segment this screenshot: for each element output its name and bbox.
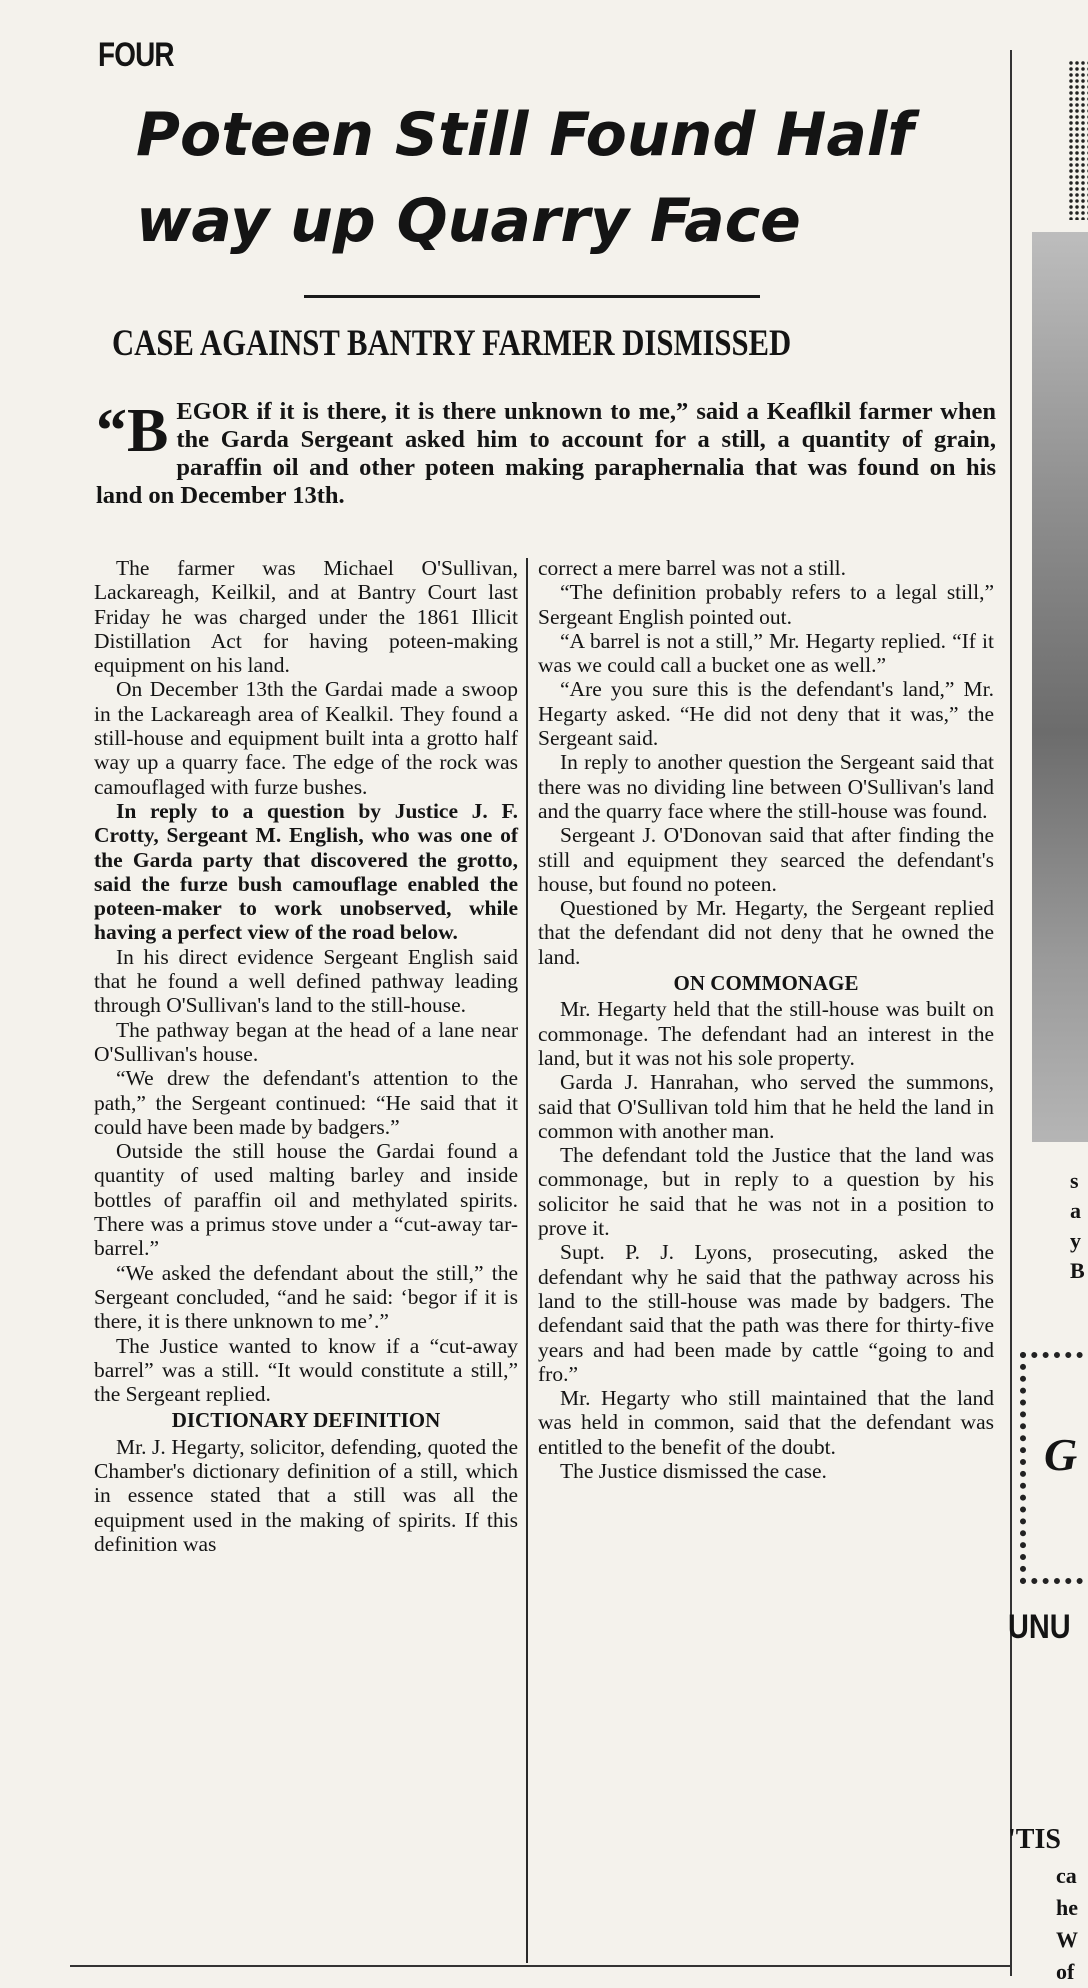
column-left bbox=[94, 556, 518, 1556]
subhead: CASE AGAINST BANTRY FARMER DISMISSED bbox=[112, 323, 792, 364]
paragraph: On December 13th the Gardai made a swoop in the Lackareagh area of Kealkil. They found a still-house and equipment built inta a grotto half way up a quarry face. The edge of the rock was camouflaged with furze bushes. bbox=[94, 677, 518, 799]
paragraph: Mr. J. Hegarty, solicitor, defending, quoted the Chamber's dictionary definition of a still, which in essence stated that a still was all the equipment used in the making of spirits. If this definition was bbox=[94, 1434, 518, 1556]
fragment-line: a bbox=[1070, 1198, 1081, 1223]
paragraph: In reply to another question the Sergeant said that there was no dividing line between O'Sullivan's land and the quarry face where the still-house was found. bbox=[538, 750, 994, 823]
cross-heading: ON COMMONAGE bbox=[673, 971, 859, 996]
column-divider bbox=[526, 558, 528, 1963]
column-right bbox=[538, 556, 994, 1483]
paragraph: Mr. Hegarty who still maintained that the land was held in common, said that the defendant was entitled to the benefit of the doubt. bbox=[538, 1386, 994, 1459]
paragraph: Mr. Hegarty held that the still-house was built on commonage. The defendant had an interest in the land, but it was not his sole property. bbox=[538, 997, 994, 1070]
headline: Poteen Still Found Half way up Quarry Face bbox=[136, 100, 914, 256]
neighbor-caption-fragment bbox=[1070, 1166, 1085, 1286]
paragraph: Questioned by Mr. Hegarty, the Sergeant replied that the defendant did not deny that he owned the land. bbox=[538, 896, 994, 969]
paragraph: The pathway began at the head of a lane near O'Sullivan's house. bbox=[94, 1017, 518, 1066]
lead-text: EGOR if it is there, it is there unknown to me,” said a Keaflkil farmer when the Garda Sergeant asked him to account for a still, a quantity of grain, paraffin oil and other poteen making paraphernalia that was found on his land on December 13th. bbox=[96, 398, 996, 509]
paragraph: The Justice wanted to know if a “cut-away barrel” was a still. “It would constitute a still,” the Sergeant replied. bbox=[94, 1333, 518, 1407]
neighbor-heading-fragment: UNU bbox=[1008, 1608, 1071, 1646]
fragment-line: ca bbox=[1056, 1863, 1077, 1888]
paragraph: Supt. P. J. Lyons, prosecuting, asked the defendant why he said that the pathway across his land to the still-house was made by badgers. The defendant said that the path was there for thirty-five years and had been made by cattle “going to and fro.” bbox=[538, 1240, 994, 1386]
paragraph: In reply to a question by Justice J. F. Crotty, Sergeant M. English, who was one of the Garda party that discovered the grotto, said the furze bush camouflage enabled the poteen-maker to work unobserved, while having a perfect view of the road below. bbox=[94, 798, 518, 945]
paragraph: In his direct evidence Sergeant English said that he found a well defined pathway leading through O'Sullivan's land to the still-house. bbox=[94, 944, 518, 1018]
lead-paragraph bbox=[96, 398, 996, 510]
neighbor-text-fragment bbox=[1056, 1860, 1078, 1988]
neighbor-dot-border bbox=[1068, 60, 1088, 220]
neighbor-photo bbox=[1032, 232, 1088, 1142]
fragment-line: W bbox=[1056, 1927, 1078, 1952]
page-label: FOUR bbox=[98, 36, 174, 74]
neighbor-tis-fragment: 'TIS bbox=[1008, 1824, 1061, 1855]
paragraph: The Justice dismissed the case. bbox=[560, 1458, 827, 1483]
page-edge-rule bbox=[1010, 50, 1012, 1976]
paragraph: The defendant told the Justice that the land was commonage, but in reply to a question by his solicitor he said that he was not in a position to prove it. bbox=[538, 1143, 994, 1241]
paragraph: Garda J. Hanrahan, who served the summons, said that O'Sullivan told him that he held the land in common with another man. bbox=[538, 1070, 994, 1143]
fragment-line: B bbox=[1070, 1258, 1085, 1283]
paragraph: “Are you sure this is the defendant's land,” Mr. Hegarty asked. “He did not deny that it was,” the Sergeant said. bbox=[538, 677, 994, 751]
cross-heading: DICTIONARY DEFINITION bbox=[171, 1408, 441, 1433]
paragraph: correct a mere barrel was not a still. bbox=[538, 556, 847, 580]
paragraph: “We asked the defendant about the still,” the Sergeant concluded, “and he said: ‘begor if it is there, it is there unknown to me’.” bbox=[94, 1260, 518, 1334]
fragment-line: he bbox=[1056, 1895, 1078, 1920]
paragraph: Sergeant J. O'Donovan said that after finding the still and equipment they searced the defendant's house, but found no poteen. bbox=[538, 823, 994, 896]
fragment-line: s bbox=[1070, 1168, 1079, 1193]
paragraph: “The definition probably refers to a legal still,” Sergeant English pointed out. bbox=[538, 580, 994, 629]
paragraph: “A barrel is not a still,” Mr. Hegarty replied. “If it was we could call a bucket one as well.” bbox=[538, 628, 994, 678]
fragment-line: of bbox=[1056, 1959, 1075, 1984]
paragraph: Outside the still house the Gardai found a quantity of used malting barley and inside bottles of paraffin oil and methylated spirits. There was a primus stove under a “cut-away tar-barrel.” bbox=[94, 1139, 518, 1261]
paragraph: “We drew the defendant's attention to the path,” the Sergeant continued: “He said that it could have been made by badgers.” bbox=[94, 1066, 518, 1139]
lead-dropcap: “B bbox=[96, 397, 169, 465]
headline-rule bbox=[304, 295, 760, 298]
paragraph: The farmer was Michael O'Sullivan, Lackareagh, Keilkil, and at Bantry Court last Friday he was charged under the 1861 Illicit Distillation Act for having poteen-making equipment on his land. bbox=[94, 556, 518, 678]
fragment-line: y bbox=[1070, 1228, 1081, 1253]
neighbor-box-text: G bbox=[1044, 1429, 1078, 1480]
bottom-rule bbox=[70, 1965, 1010, 1967]
